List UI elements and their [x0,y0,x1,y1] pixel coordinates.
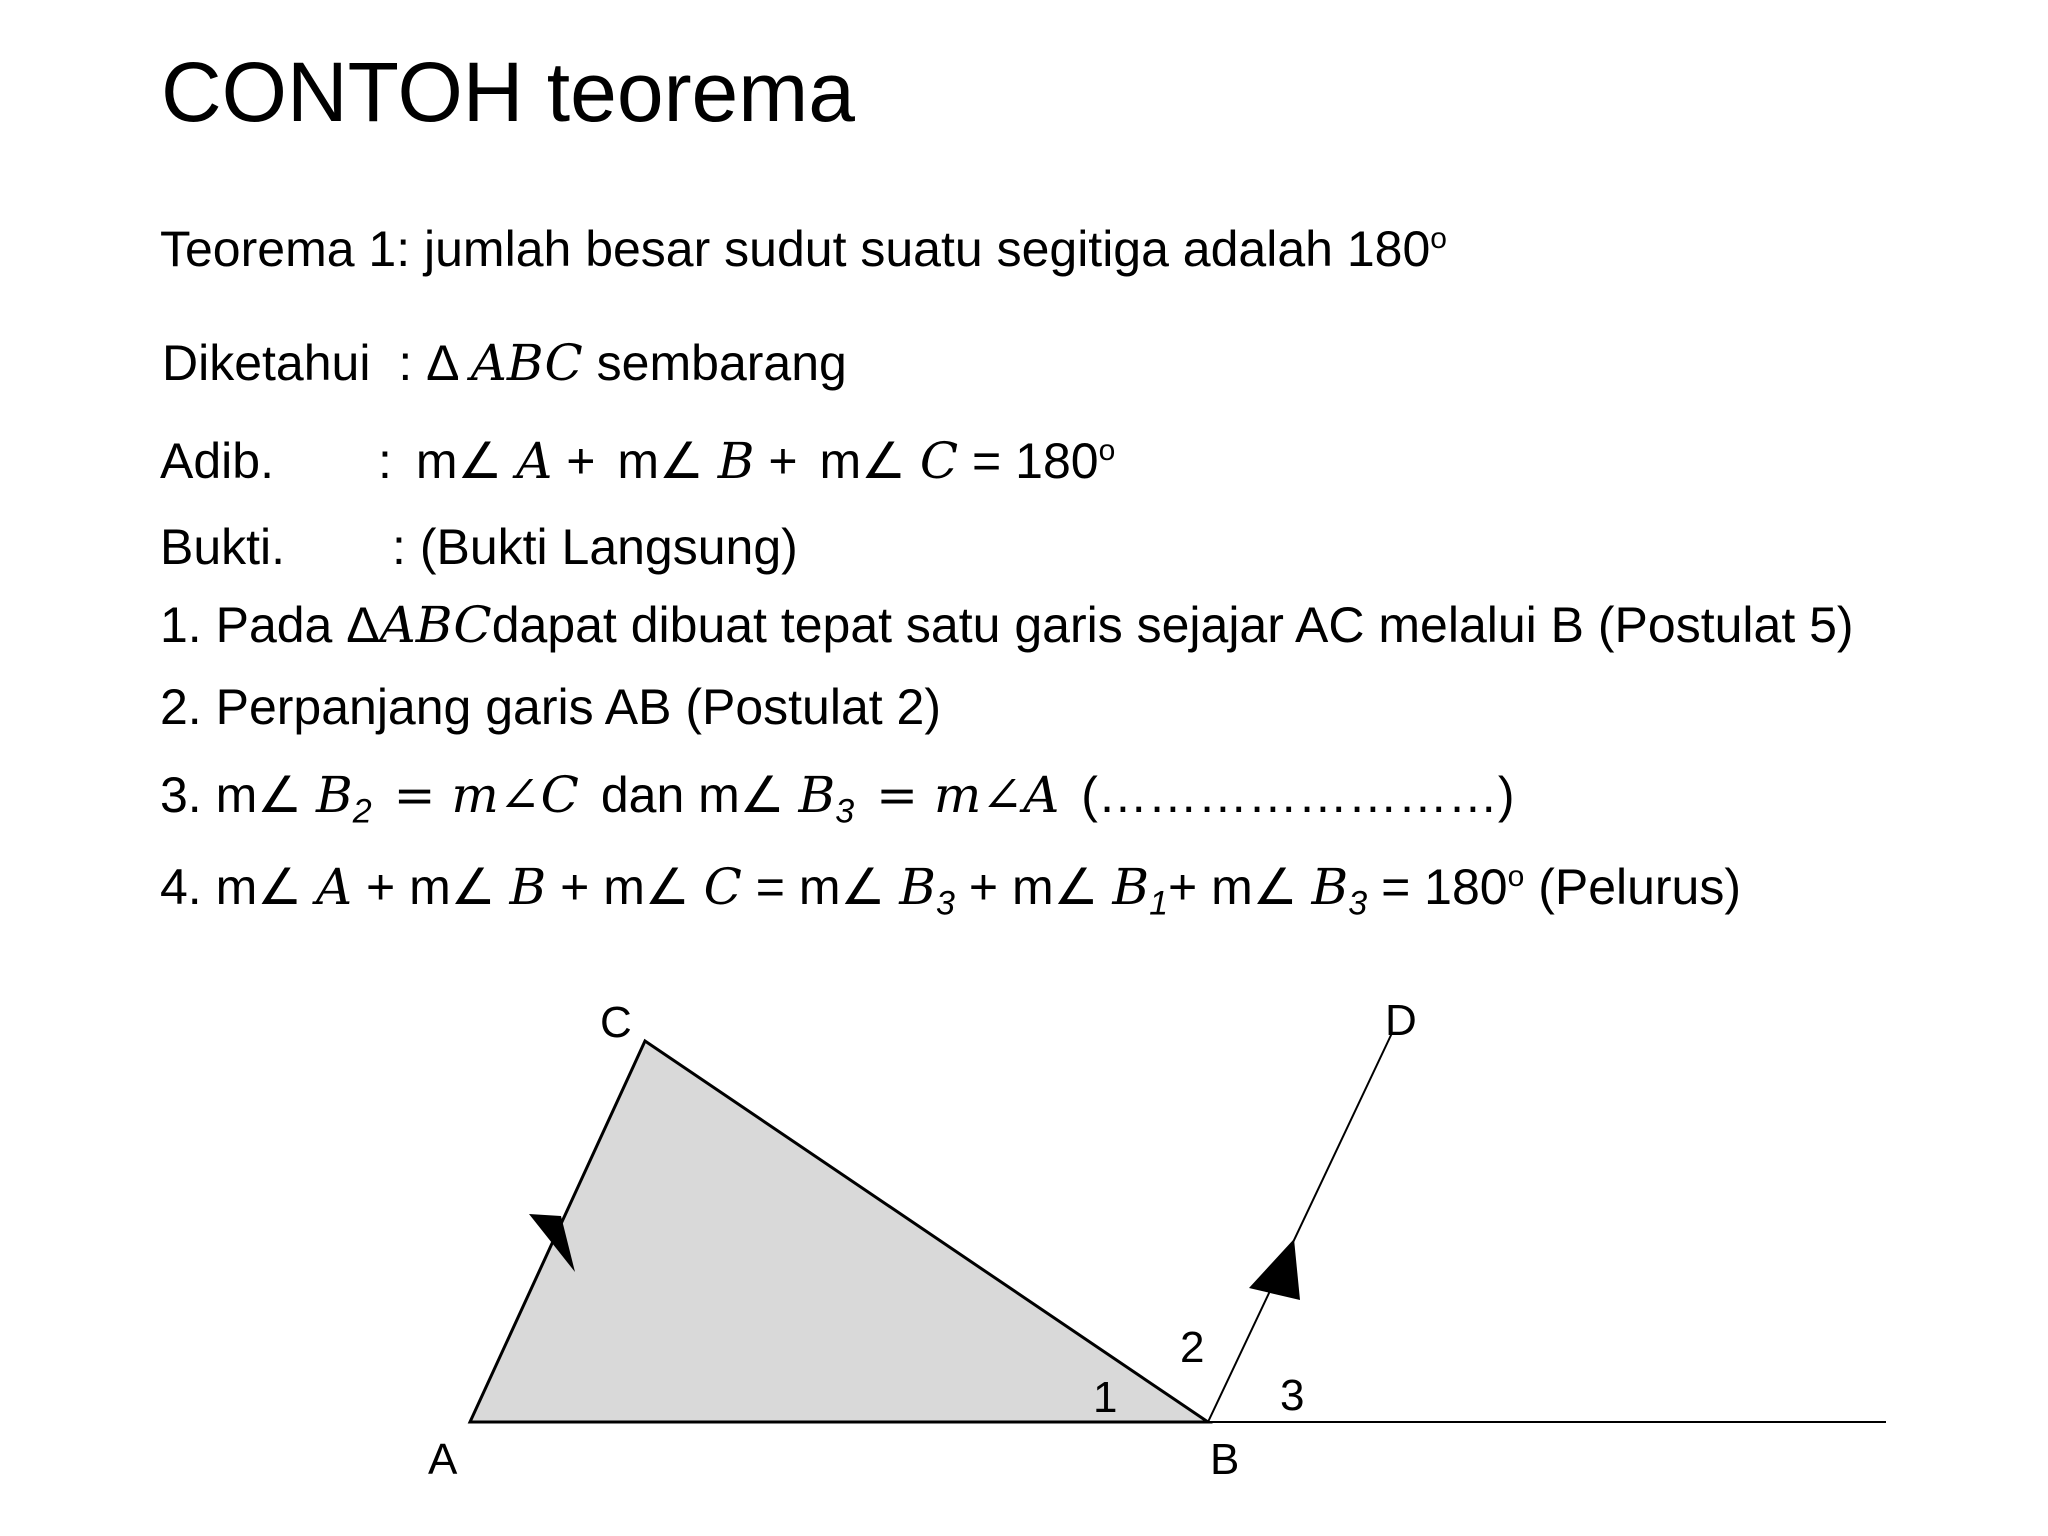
given-sep: : [398,335,413,391]
step-4-plus-3: + m∠ [968,859,1099,916]
label-a: A [428,1435,458,1484]
step-3-angle-b2: B [798,766,836,824]
step-3-eq-2: = m∠A [876,766,1060,824]
parallel-line-bd [1208,1033,1392,1422]
step-4-r2: B [1112,858,1150,917]
given-label: Diketahui [162,335,371,391]
step-4-eq: = m∠ [755,859,886,916]
prove-equals: = 180 [972,433,1099,490]
prove-angle-a: A [516,432,553,491]
proof-sep: : [392,519,406,575]
step-4-r1-sub: 3 [936,884,955,923]
step-4-pre: 4. m∠ [160,859,303,916]
step-4-r2-sub: 1 [1149,884,1169,923]
prove-label: Adib. [160,433,274,490]
step-1-post: dapat dibuat tepat satu garis sejajar AC melalui B (Postulat 5) [491,597,1854,653]
prove-angle-a-prefix: m∠ [415,433,503,490]
prove-angle-c-prefix: m∠ [819,433,906,490]
label-b: B [1210,1435,1240,1484]
slide-title: CONTOH teorema [161,45,855,139]
step-4-r3: B [1311,858,1349,917]
prove-sep: : [378,433,392,490]
step-3-angle-b: B [315,766,353,824]
given-delta: Δ [426,335,457,391]
step-1-triangle: ABC [379,596,492,654]
prove-angle-b: B [717,432,755,491]
proof-label: Bukti. [160,519,286,575]
step-4-r1: B [899,858,937,917]
degree-symbol: o [1098,434,1116,467]
triangle-abc [470,1041,1208,1422]
step-4-end: = 180 [1381,859,1508,916]
step-3-eq-1: = m∠C [393,766,579,824]
step-3-mid: dan m∠ [600,767,785,823]
prove-angle-c: C [919,432,959,491]
step-4-angle-b: B [509,858,547,917]
step-3-reason: (……………………) [1081,767,1515,823]
step-4-reason: (Pelurus) [1538,859,1742,916]
step-4-r3-sub: 3 [1348,884,1368,923]
step-3-pre: 3. m∠ [160,767,303,823]
parallel-arrow-bd [1249,1239,1300,1300]
prove-plus-1: + [566,433,596,490]
label-d: D [1385,996,1417,1045]
label-c: C [600,998,632,1047]
proof-method: (Bukti Langsung) [419,519,798,575]
given-triangle: ABC [470,334,583,392]
prove-plus-2: + [768,433,798,490]
step-4-plus-4: + m∠ [1168,859,1298,916]
prove-angle-b-prefix: m∠ [617,433,704,490]
step-2: 2. Perpanjang garis AB (Postulat 2) [160,679,942,735]
degree-symbol: o [1430,222,1447,255]
angle-label-2: 2 [1180,1323,1205,1372]
step-3-sub-2: 3 [835,792,855,831]
step-4-plus-1: + m∠ [366,859,496,916]
step-4-plus-2: + m∠ [560,859,690,916]
given-rest: sembarang [596,335,847,391]
step-4-angle-a: A [315,858,353,917]
degree-symbol: o [1507,860,1525,893]
theorem-text: Teorema 1: jumlah besar sudut suatu segitiga adalah 180 [160,221,1431,278]
angle-label-1: 1 [1093,1373,1118,1422]
step-1-pre: 1. Pada Δ [160,597,380,653]
step-4-angle-c: C [703,858,742,917]
angle-label-3: 3 [1280,1371,1305,1420]
step-3-sub: 2 [352,792,372,831]
